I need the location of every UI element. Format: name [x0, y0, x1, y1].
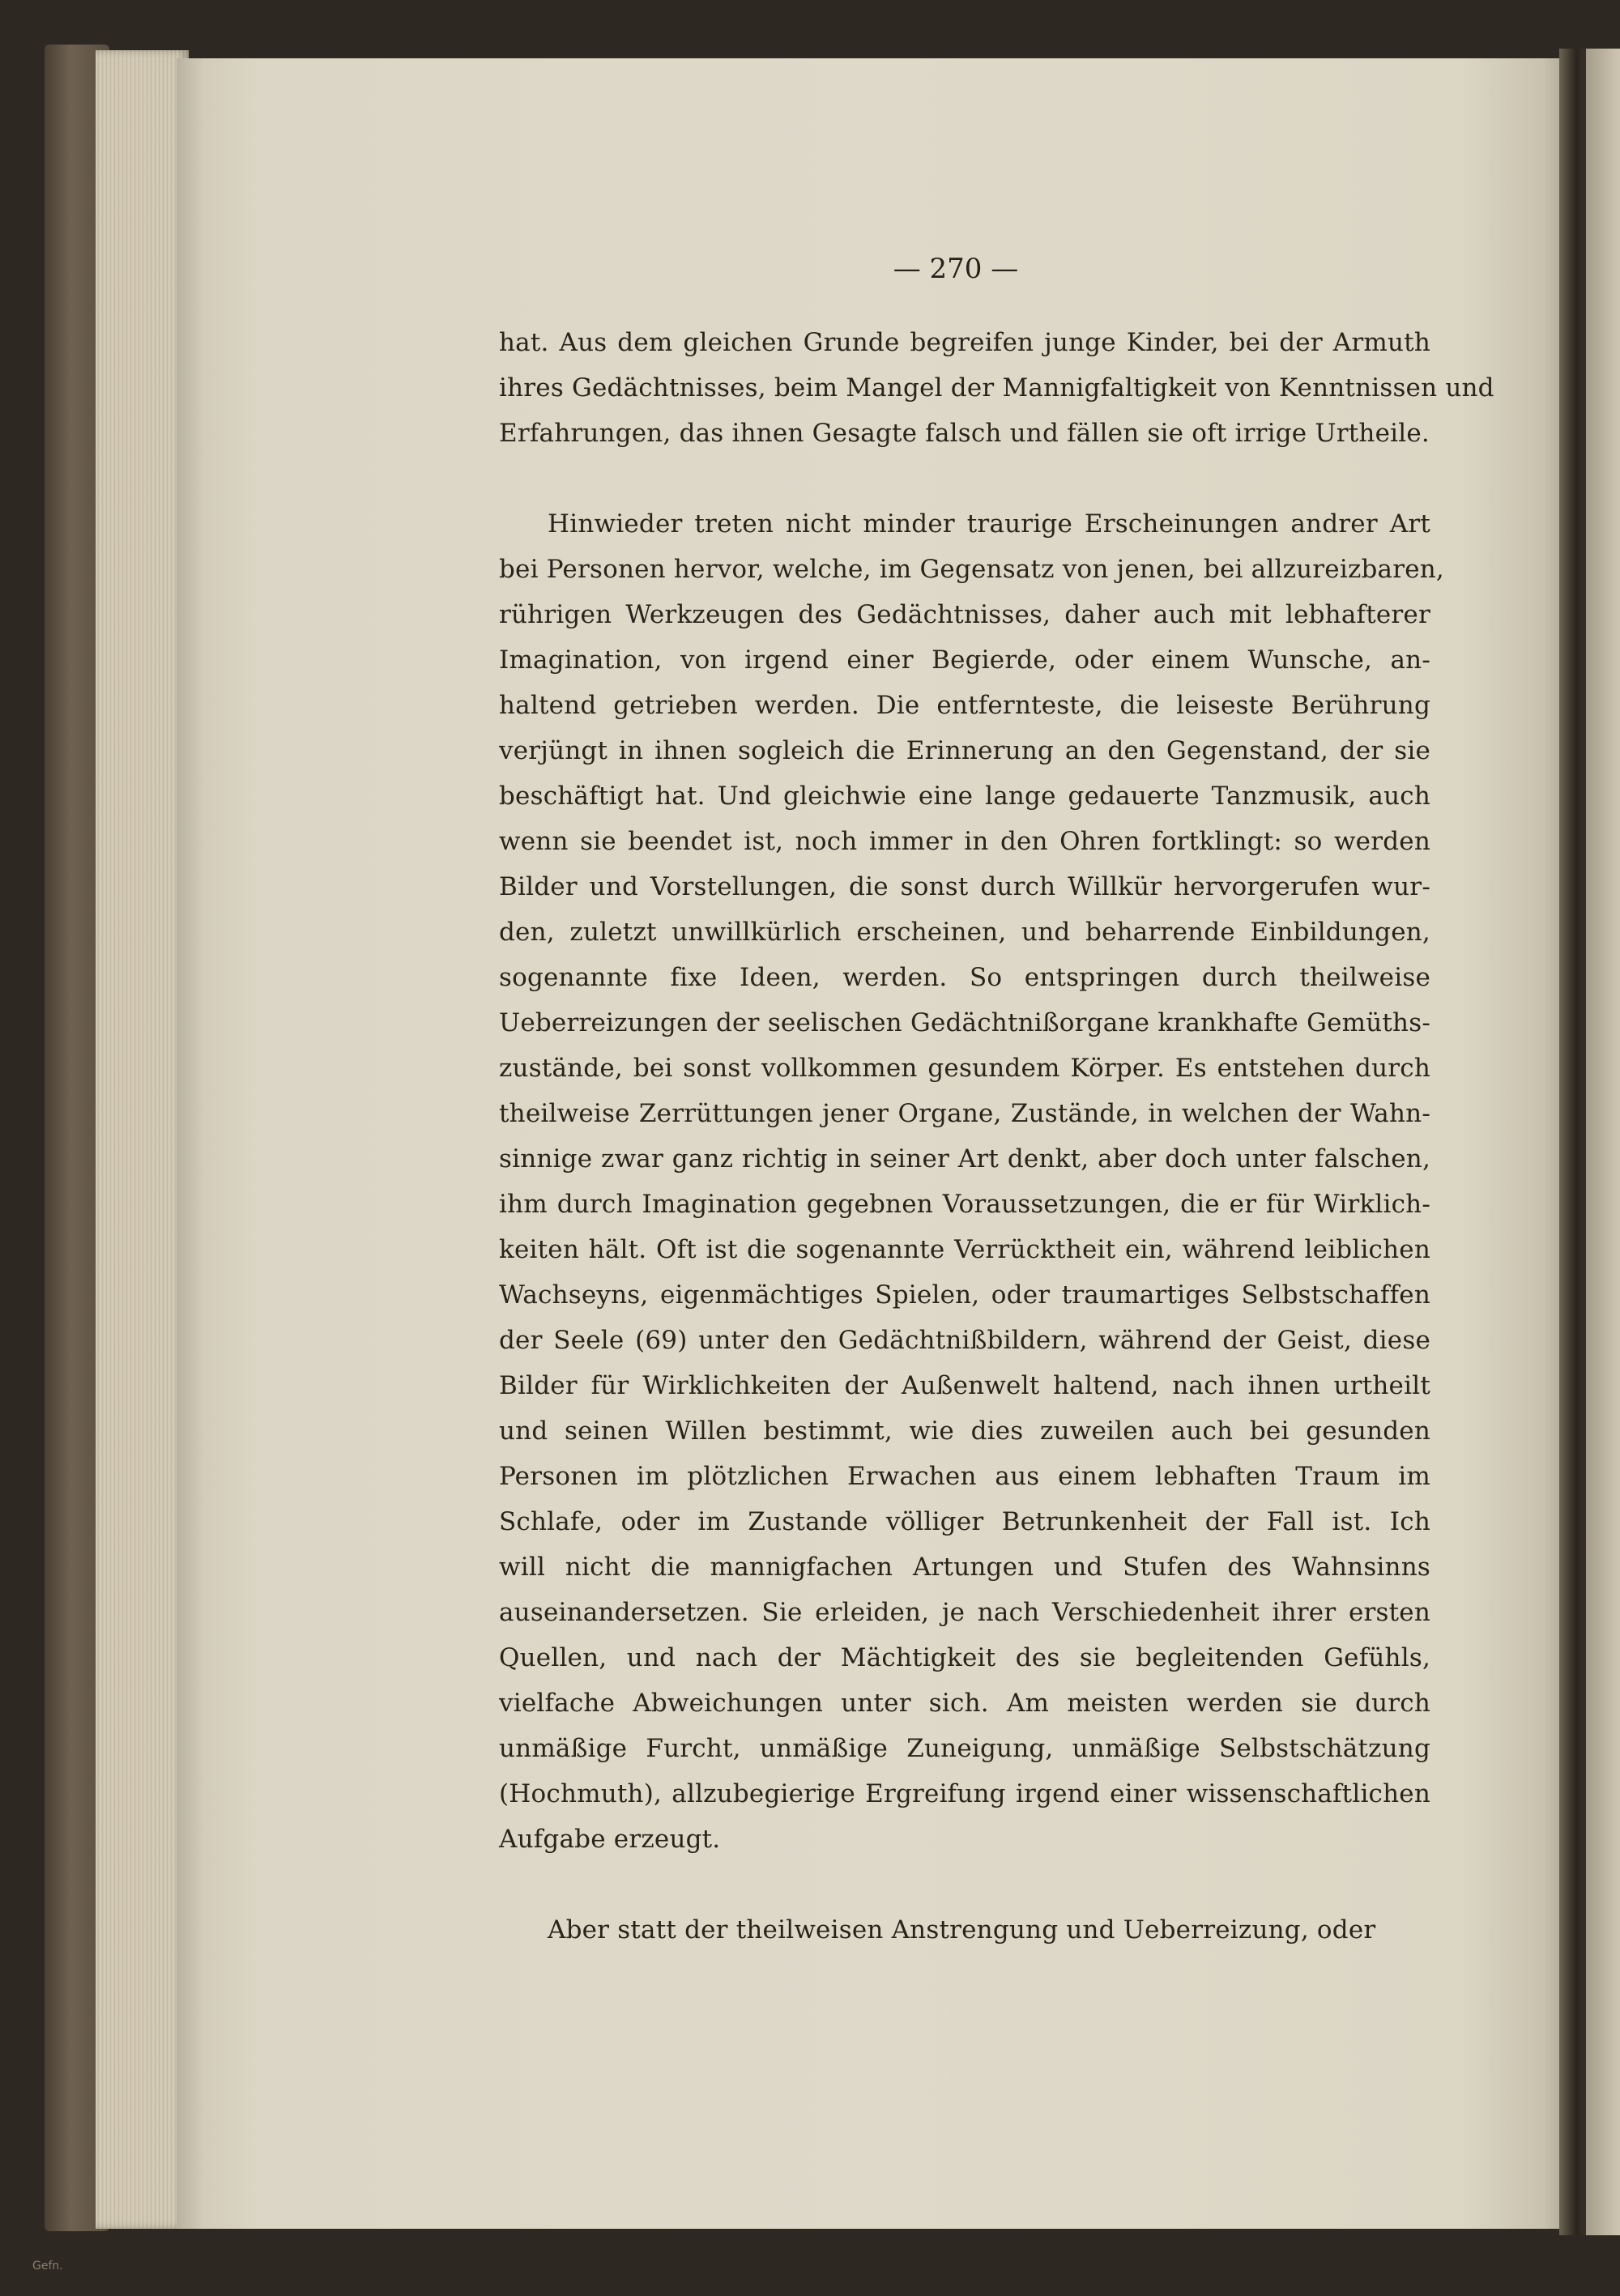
text-line: keiten hält. Oft ist die sogenannte Verrücktheit ein, während leiblichen [499, 1235, 1430, 1264]
page-stack-edge [96, 50, 189, 2229]
text-line: der Seele (69) unter den Gedächtnißbildern, während der Geist, diese [499, 1326, 1430, 1355]
text-line: Quellen, und nach der Mächtigkeit des sie begleitenden Gefühls, [499, 1643, 1430, 1672]
text-line: unmäßige Furcht, unmäßige Zuneigung, unmäßige Selbstschätzung [499, 1734, 1430, 1763]
text-line: theilweise Zerrüttungen jener Organe, Zustände, in welchen der Wahn- [499, 1099, 1430, 1128]
text-line: hat. Aus dem gleichen Grunde begreifen junge Kinder, bei der Armuth [499, 328, 1430, 357]
page-number: — 270 — [893, 253, 1019, 285]
text-line: beschäftigt hat. Und gleichwie eine lange gedauerte Tanzmusik, auch [499, 782, 1430, 811]
text-line: Hinwieder treten nicht minder traurige Erscheinungen andrer Art [548, 509, 1430, 539]
text-line: ihres Gedächtnisses, beim Mangel der Mannigfaltigkeit von Kenntnissen und [499, 373, 1494, 403]
text-line: den, zuletzt unwillkürlich erscheinen, und beharrende Einbildungen, [499, 918, 1430, 947]
text-line: wenn sie beendet ist, noch immer in den Ohren fortklingt: so werden [499, 827, 1430, 856]
text-line: Ueberreizungen der seelischen Gedächtnißorgane krankhafte Gemüths- [499, 1008, 1430, 1037]
text-line: (Hochmuth), allzubegierige Ergreifung irgend einer wissenschaftlichen [499, 1779, 1430, 1808]
text-line: vielfache Abweichungen unter sich. Am meisten werden sie durch [499, 1689, 1430, 1718]
text-line: Aufgabe erzeugt. [499, 1825, 721, 1854]
text-line: Bilder und Vorstellungen, die sonst durch Willkür hervorgerufen wur- [499, 872, 1430, 901]
text-line: rührigen Werkzeugen des Gedächtnisses, daher auch mit lebhafterer [499, 600, 1430, 629]
text-line: auseinandersetzen. Sie erleiden, je nach Verschiedenheit ihrer ersten [499, 1598, 1430, 1627]
text-line: haltend getrieben werden. Die entfernteste, die leiseste Berührung [499, 691, 1430, 720]
text-line: und seinen Willen bestimmt, wie dies zuweilen auch bei gesunden [499, 1416, 1430, 1446]
text-line: will nicht die mannigfachen Artungen und Stufen des Wahnsinns [499, 1553, 1430, 1582]
text-line: Bilder für Wirklichkeiten der Außenwelt haltend, nach ihnen urtheilt [499, 1371, 1430, 1400]
text-line: Personen im plötzlichen Erwachen aus einem lebhaften Traum im [499, 1462, 1430, 1491]
text-line: Erfahrungen, das ihnen Gesagte falsch und fällen sie oft irrige Urtheile. [499, 419, 1430, 448]
text-line: Wachseyns, eigenmächtiges Spielen, oder traumartiges Selbstschaffen [499, 1280, 1430, 1310]
text-line: Aber statt der theilweisen Anstrengung und Ueberreizung, oder [548, 1915, 1376, 1945]
text-line: sogenannte fixe Ideen, werden. So entspringen durch theilweise [499, 963, 1430, 992]
text-line: verjüngt in ihnen sogleich die Erinnerung an den Gegenstand, der sie [499, 736, 1430, 765]
text-line: Schlafe, oder im Zustande völliger Betrunkenheit der Fall ist. Ich [499, 1507, 1430, 1536]
text-line: zustände, bei sonst vollkommen gesundem Körper. Es entstehen durch [499, 1054, 1430, 1083]
facing-page-edge [1586, 49, 1620, 2235]
text-line: bei Personen hervor, welche, im Gegensatz von jenen, bei allzureizbaren, [499, 555, 1444, 584]
text-line: sinnige zwar ganz richtig in seiner Art denkt, aber doch unter falschen, [499, 1144, 1430, 1174]
scan-mark: Gefn. [32, 2260, 63, 2273]
text-line: Imagination, von irgend einer Begierde, oder einem Wunsche, an- [499, 645, 1430, 675]
book-gutter [1559, 49, 1588, 2235]
text-line: ihm durch Imagination gegebnen Voraussetzungen, die er für Wirklich- [499, 1190, 1430, 1219]
